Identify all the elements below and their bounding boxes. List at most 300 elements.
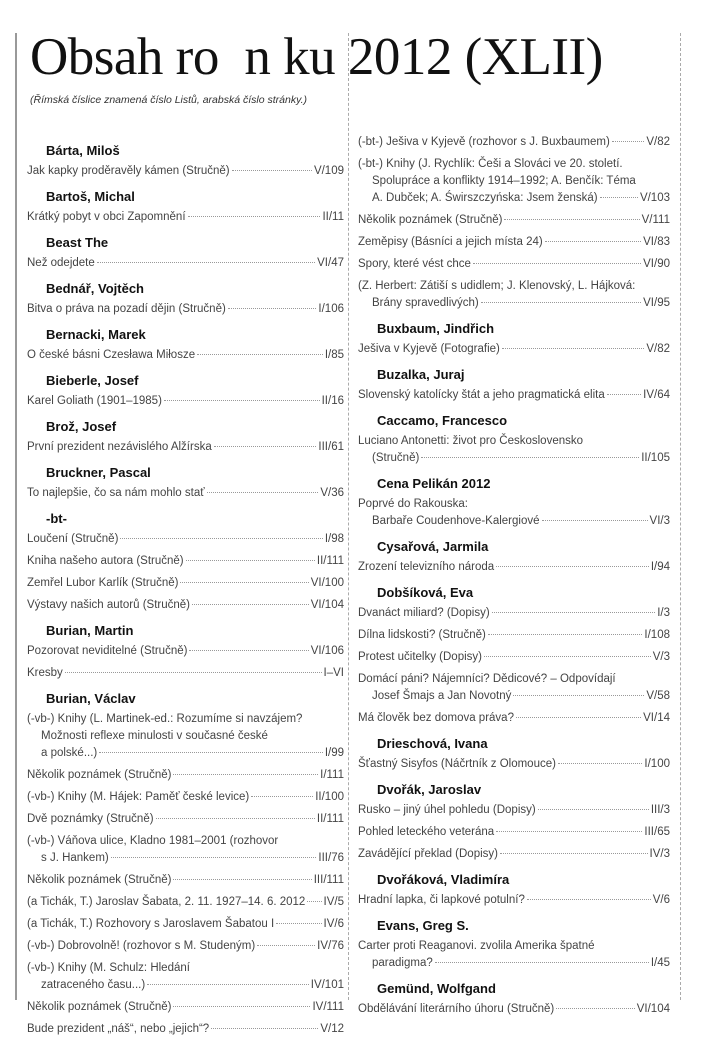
page-reference: VI/3 (649, 515, 670, 527)
entry-title: Rusko – jiný úhel pohledu (Dopisy) (358, 804, 536, 816)
page-reference: II/105 (641, 452, 670, 464)
dot-leader (421, 457, 639, 458)
page-reference: I/45 (650, 957, 670, 969)
dot-leader (147, 984, 309, 985)
author-section (27, 235, 344, 272)
entry-line (358, 824, 670, 841)
dot-leader (257, 945, 315, 946)
author-section (358, 413, 670, 467)
entry-line (358, 387, 670, 404)
toc-entry (27, 393, 344, 410)
author-section (358, 134, 670, 312)
author-heading: Bruckner, Pascal (46, 465, 151, 480)
entry-line (358, 190, 670, 207)
page-reference: VI/83 (643, 236, 670, 248)
dot-leader (65, 672, 322, 673)
entry-title: paradigma? (372, 957, 433, 969)
dot-leader (607, 394, 641, 395)
dot-leader (232, 170, 312, 171)
page-reference: VI/106 (310, 645, 344, 657)
dot-leader (207, 492, 319, 493)
toc-entry (358, 234, 670, 251)
entry-line (358, 1001, 670, 1018)
entry-line (358, 846, 670, 863)
author-section (27, 281, 344, 318)
entry-title: Pohled leteckého veterána (358, 826, 495, 838)
entry-line (27, 439, 344, 456)
toc-entry (27, 665, 344, 682)
page-reference: III/111 (313, 874, 344, 886)
entry-line (27, 393, 344, 410)
toc-entry (358, 1001, 670, 1018)
author-section (358, 736, 670, 773)
entry-title: Několik poznámek (Stručně) (27, 769, 172, 781)
toc-entry (27, 960, 344, 994)
author-heading: Buzalka, Juraj (377, 367, 465, 382)
entry-line (27, 894, 344, 911)
page-reference: II/11 (322, 211, 344, 223)
dot-leader (189, 650, 308, 651)
page-reference: IV/76 (317, 940, 344, 952)
entry-line: Carter proti Reaganovi. zvolila Amerika špatné (358, 940, 595, 952)
author-section (27, 327, 344, 364)
dot-leader (307, 901, 321, 902)
author-section (27, 465, 344, 502)
entry-title: Dvanáct miliard? (Dopisy) (358, 607, 490, 619)
entry-title: (a Tichák, T.) Rozhovory s Jaroslavem Šabatou I (27, 918, 275, 930)
entry-line (358, 256, 670, 273)
dot-leader (251, 796, 313, 797)
dot-leader (542, 520, 648, 521)
entry-line (358, 649, 670, 666)
page-reference: I/108 (644, 629, 670, 641)
left-column (27, 134, 344, 1043)
page-reference: IV/111 (312, 1001, 344, 1013)
toc-entry (27, 575, 344, 592)
author-section (358, 321, 670, 358)
entry-title: Dvě poznámky (Stručně) (27, 813, 154, 825)
author-section (358, 872, 670, 909)
entry-title: Kniha našeho autora (Stručně) (27, 555, 184, 567)
toc-entry (358, 134, 670, 151)
page-reference: V/109 (313, 165, 344, 177)
page-reference: II/16 (321, 395, 344, 407)
entry-title: (-bt-) Ješiva v Kyjevě (rozhovor s J. Buxbaumem) (358, 136, 610, 148)
dot-leader (500, 853, 648, 854)
page-reference: I/99 (324, 747, 344, 759)
author-section (358, 585, 670, 727)
dot-leader (173, 879, 311, 880)
left-margin-rule (15, 33, 17, 1000)
entry-title: (Stručně) (372, 452, 420, 464)
entry-title: Hradní lapka, či lapkové potulní? (358, 894, 525, 906)
toc-entry (27, 894, 344, 911)
author-section (358, 367, 670, 404)
entry-title: Několik poznámek (Stručně) (27, 1001, 172, 1013)
page-reference: VI/90 (643, 258, 670, 270)
page-reference: I/100 (644, 758, 670, 770)
entry-title: (-vb-) Knihy (M. Hájek: Paměť české levice) (27, 791, 250, 803)
toc-entry (27, 485, 344, 502)
dot-leader (496, 831, 642, 832)
entry-line (27, 1021, 344, 1038)
entry-line (27, 163, 344, 180)
page-reference: III/61 (318, 441, 344, 453)
author-heading: Dobšíková, Eva (377, 585, 474, 600)
toc-entry (27, 833, 344, 867)
dot-leader (111, 857, 317, 858)
entry-title: Karel Goliath (1901–1985) (27, 395, 162, 407)
toc-entry (358, 802, 670, 819)
toc-entry (358, 710, 670, 727)
toc-entry (27, 209, 344, 226)
entry-line (27, 597, 344, 614)
entry-title: Bitva o práva na pozadí dějin (Stručně) (27, 303, 226, 315)
toc-entry (358, 605, 670, 622)
author-heading: Beast The (46, 235, 109, 250)
dot-leader (558, 763, 642, 764)
entry-line (27, 745, 344, 762)
page-reference: V/103 (639, 192, 670, 204)
page-reference: V/3 (652, 651, 670, 663)
dot-leader (496, 566, 649, 567)
entry-line (27, 643, 344, 660)
entry-line (27, 938, 344, 955)
dot-leader (516, 717, 641, 718)
toc-entry (27, 872, 344, 889)
dot-leader (197, 354, 323, 355)
toc-entry (358, 212, 670, 229)
author-heading: Gemünd, Wolfgand (377, 981, 496, 996)
page-reference: I/106 (318, 303, 344, 315)
author-heading: Dvořáková, Vladimíra (377, 872, 510, 887)
author-heading: Bárta, Miloš (46, 143, 120, 158)
page-reference: I/85 (324, 349, 344, 361)
toc-entry (358, 824, 670, 841)
page-reference: IV/6 (323, 918, 344, 930)
entry-title: Několik poznámek (Stručně) (358, 214, 503, 226)
entry-line (358, 688, 670, 705)
entry-title: Loučení (Stručně) (27, 533, 119, 545)
entry-title: Protest učitelky (Dopisy) (358, 651, 482, 663)
entry-title: a polské...) (41, 747, 98, 759)
toc-entry (358, 278, 670, 312)
entry-line (27, 767, 344, 784)
dot-leader (492, 612, 656, 613)
author-heading: Burian, Martin (46, 623, 134, 638)
dot-leader (488, 634, 643, 635)
entry-title: Spory, které vést chce (358, 258, 471, 270)
entry-line (27, 347, 344, 364)
dot-leader (180, 582, 308, 583)
entry-line (27, 531, 344, 548)
entry-title: Ješiva v Kyjevě (Fotografie) (358, 343, 500, 355)
toc-entry (358, 156, 670, 207)
entry-title: Zrození televizního národa (358, 561, 495, 573)
dot-leader (556, 1008, 635, 1009)
entry-line (27, 665, 344, 682)
dot-leader (502, 348, 644, 349)
entry-line: (Z. Herbert: Zátiší s udidlem; J. Klenovský, L. Hájková: (358, 280, 636, 292)
dot-leader (192, 604, 309, 605)
entry-title: Krátký pobyt v obci Zapomnění (27, 211, 186, 223)
entry-title: Než odejdete (27, 257, 95, 269)
author-section (27, 373, 344, 410)
page-reference: III/3 (650, 804, 670, 816)
entry-line: (-vb-) Váňova ulice, Kladno 1981–2001 (rozhovor (27, 835, 279, 847)
entry-title: s J. Hankem) (41, 852, 109, 864)
entry-title: Dílna lidskosti? (Stručně) (358, 629, 486, 641)
author-heading: Bieberle, Josef (46, 373, 139, 388)
entry-title: Pozorovat neviditelné (Stručně) (27, 645, 188, 657)
page-reference: V/82 (646, 343, 670, 355)
author-heading: Brož, Josef (46, 419, 117, 434)
entry-line (358, 627, 670, 644)
dot-leader (188, 216, 321, 217)
page-reference: IV/101 (310, 979, 344, 991)
dot-leader (164, 400, 320, 401)
entry-line (358, 892, 670, 909)
entry-title: Šťastný Sisyfos (Náčrtník z Olomouce) (358, 758, 556, 770)
entry-line (27, 301, 344, 318)
entry-title: A. Dubček; A. Świrszczyńska: Jsem ženská) (372, 192, 598, 204)
entry-line: (-bt-) Knihy (J. Rychlík: Češi a Slováci ve 20. století. (358, 158, 623, 170)
page-title: Obsah ro n ku 2012 (XLII) (30, 28, 603, 86)
author-heading: Bednář, Vojtěch (46, 281, 145, 296)
dot-leader (504, 219, 639, 220)
author-heading: -bt- (46, 511, 67, 526)
author-section (358, 539, 670, 576)
entry-line (358, 710, 670, 727)
toc-entry (358, 387, 670, 404)
toc-entry (27, 789, 344, 806)
entry-title: O české básni Czesława Miłosze (27, 349, 196, 361)
author-heading: Cena Pelikán 2012 (377, 476, 491, 491)
entry-line (358, 295, 670, 312)
author-heading: Burian, Václav (46, 691, 136, 706)
toc-entry (358, 846, 670, 863)
entry-line: Luciano Antonetti: život pro Československo (358, 435, 584, 447)
right-column (358, 134, 670, 1023)
page-reference: II/100 (315, 791, 344, 803)
page-reference: III/65 (644, 826, 670, 838)
entry-line (358, 756, 670, 773)
entry-line: Spolupráce a konflikty 1914–1992; A. Benčík: Téma (372, 175, 636, 187)
subtitle-note: (Římská číslice znamená číslo Listů, arabská číslo stránky.) (30, 94, 307, 106)
entry-title: První prezident nezávislého Alžírska (27, 441, 212, 453)
dot-leader (473, 263, 641, 264)
entry-title: (-vb-) Dobrovolně! (rozhovor s M. Studeným) (27, 940, 256, 952)
page-reference: VI/104 (310, 599, 344, 611)
entry-line (27, 811, 344, 828)
page-reference: IV/5 (323, 896, 344, 908)
page-reference: I–VI (323, 667, 344, 679)
page-reference: IV/64 (643, 389, 670, 401)
toc-entry (27, 999, 344, 1016)
page-reference: II/111 (316, 813, 344, 825)
dot-leader (228, 308, 317, 309)
author-section (358, 782, 670, 863)
toc-entry (27, 301, 344, 318)
entry-line (27, 553, 344, 570)
dot-leader (481, 302, 641, 303)
entry-line (27, 916, 344, 933)
dot-leader (600, 197, 638, 198)
entry-title: Brány spravedlivých) (372, 297, 479, 309)
toc-entry (27, 938, 344, 955)
toc-entry (358, 627, 670, 644)
author-section (358, 476, 670, 530)
dot-leader (173, 1006, 310, 1007)
page-reference: VI/104 (636, 1003, 670, 1015)
dot-leader (612, 141, 645, 142)
dot-leader (173, 774, 318, 775)
author-heading: Cysařová, Jarmila (377, 539, 489, 554)
page-reference: V/36 (320, 487, 344, 499)
entry-line (358, 802, 670, 819)
page-reference: V/82 (646, 136, 670, 148)
entry-title: zatraceného času...) (41, 979, 146, 991)
entry-title: Josef Šmajs a Jan Novotný (372, 690, 512, 702)
entry-line: Domácí páni? Nájemníci? Dědicové? – Odpovídají (358, 673, 616, 685)
entry-title: (a Tichák, T.) Jaroslav Šabata, 2. 11. 1927–14. 6. 2012 (27, 896, 306, 908)
toc-entry (27, 916, 344, 933)
entry-title: Slovenský katolícky štát a jeho pragmatická elita (358, 389, 605, 401)
dot-leader (99, 752, 323, 753)
entry-title: Kresby (27, 667, 63, 679)
dot-leader (545, 241, 641, 242)
entry-title: Obdělávání literárního úhoru (Stručně) (358, 1003, 555, 1015)
entry-title: Zemřel Lubor Karlík (Stručně) (27, 577, 179, 589)
author-section (27, 623, 344, 682)
toc-entry (27, 597, 344, 614)
entry-line (358, 955, 670, 972)
entry-line (358, 341, 670, 358)
toc-entry (358, 341, 670, 358)
page-reference: V/6 (652, 894, 670, 906)
toc-entry (27, 255, 344, 272)
page-reference: IV/3 (649, 848, 670, 860)
toc-entry (27, 347, 344, 364)
entry-title: Zavádějící překlad (Dopisy) (358, 848, 498, 860)
entry-line (358, 559, 670, 576)
entry-line (27, 575, 344, 592)
toc-entry (27, 531, 344, 548)
author-heading: Caccamo, Francesco (377, 413, 508, 428)
author-heading: Bernacki, Marek (46, 327, 146, 342)
toc-entry (27, 439, 344, 456)
entry-line (358, 212, 670, 229)
dot-leader (120, 538, 322, 539)
author-section (27, 143, 344, 180)
page-reference: VI/47 (317, 257, 344, 269)
toc-entry (358, 671, 670, 705)
toc-entry (358, 649, 670, 666)
entry-title: Jak kapky proděravěly kámen (Stručně) (27, 165, 230, 177)
author-heading: Drieschová, Ivana (377, 736, 488, 751)
toc-entry (27, 163, 344, 180)
dot-leader (97, 262, 315, 263)
entry-title: Výstavy našich autorů (Stručně) (27, 599, 190, 611)
entry-line: (-vb-) Knihy (M. Schulz: Hledání (27, 962, 190, 974)
page-reference: VI/95 (643, 297, 670, 309)
toc-entry (27, 643, 344, 660)
toc-entry (27, 767, 344, 784)
dot-leader (513, 695, 644, 696)
toc-entry (358, 256, 670, 273)
toc-entry (27, 711, 344, 762)
dot-leader (538, 809, 649, 810)
toc-entry (358, 559, 670, 576)
entry-line: (-vb-) Knihy (L. Martinek-ed.: Rozumíme si navzájem? (27, 713, 303, 725)
page-reference: V/12 (320, 1023, 344, 1035)
dot-leader (211, 1028, 318, 1029)
toc-entry (358, 433, 670, 467)
dot-leader (527, 899, 651, 900)
author-heading: Dvořák, Jaroslav (377, 782, 482, 797)
toc-entry (358, 892, 670, 909)
entry-line (27, 999, 344, 1016)
entry-line (27, 485, 344, 502)
page-reference: I/3 (657, 607, 670, 619)
author-heading: Evans, Greg S. (377, 918, 469, 933)
entry-title: Barbaře Coudenhove-Kalergiové (372, 515, 540, 527)
author-section (27, 511, 344, 614)
entry-line (27, 850, 344, 867)
dot-leader (214, 446, 317, 447)
toc-entry (358, 496, 670, 530)
entry-line (358, 234, 670, 251)
author-section (27, 189, 344, 226)
entry-title: To najlepšie, čo sa nám mohlo stať (27, 487, 205, 499)
page-reference: I/111 (320, 769, 344, 781)
dot-leader (186, 560, 315, 561)
toc-entry (358, 938, 670, 972)
entry-title: Několik poznámek (Stručně) (27, 874, 172, 886)
page-reference: VI/14 (643, 712, 670, 724)
dot-leader (435, 962, 649, 963)
page-reference: III/76 (318, 852, 344, 864)
page-reference: V/58 (646, 690, 670, 702)
entry-line: Možnosti reflexe minulosti v současné české (41, 730, 268, 742)
toc-entry (27, 553, 344, 570)
entry-line (27, 872, 344, 889)
toc-entry (27, 1021, 344, 1038)
page-reference: V/111 (641, 214, 670, 226)
dot-leader (156, 818, 315, 819)
entry-line (27, 209, 344, 226)
right-margin-rule (680, 33, 681, 1000)
entry-line: Poprvé do Rakouska: (358, 498, 468, 510)
entry-line (358, 605, 670, 622)
author-heading: Bartoš, Michal (46, 189, 135, 204)
entry-line (27, 977, 344, 994)
entry-title: Zeměpisy (Básníci a jejich místa 24) (358, 236, 543, 248)
toc-entry (27, 811, 344, 828)
page-reference: II/111 (316, 555, 344, 567)
author-section (27, 691, 344, 1038)
author-heading: Buxbaum, Jindřich (377, 321, 495, 336)
entry-title: Má člověk bez domova práva? (358, 712, 514, 724)
author-section (358, 918, 670, 972)
entry-line (358, 513, 670, 530)
dot-leader (276, 923, 321, 924)
page-reference: I/98 (324, 533, 344, 545)
column-divider (348, 33, 349, 1000)
dot-leader (484, 656, 651, 657)
entry-title: Bude prezident „náš“, nebo „jejich“? (27, 1023, 210, 1035)
entry-line (358, 450, 670, 467)
